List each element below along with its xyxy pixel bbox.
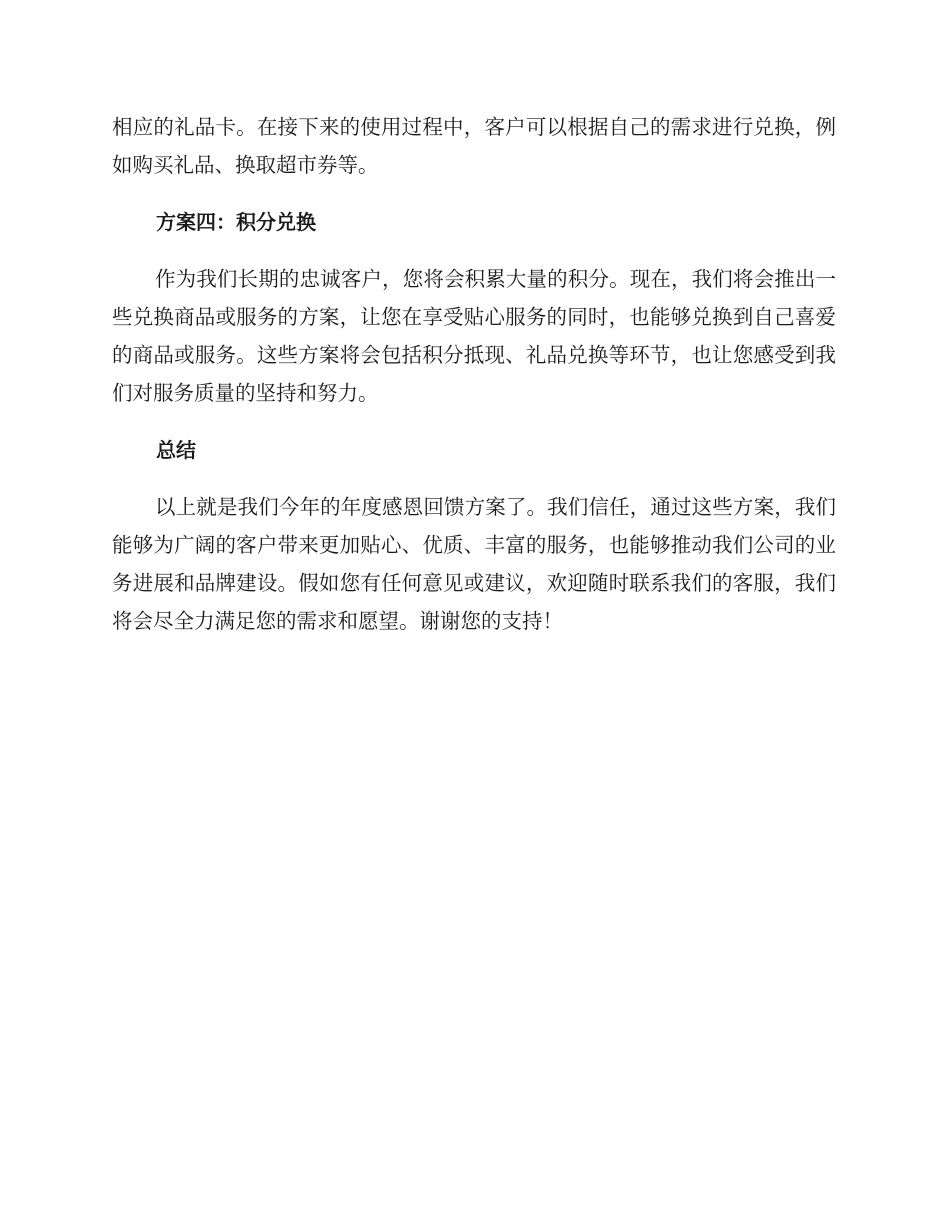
paragraph-points-redemption: 作为我们长期的忠诚客户，您将会积累大量的积分。现在，我们将会推出一些兑换商品或服务的方案，让您在享受贴心服务的同时，也能够兑换到自己喜爱的商品或服务。这些方案将会包括积分抵现、礼品兑换等环节，也让您感受到我们对服务质量的坚持和努力。: [112, 267, 836, 405]
document-page: [112, 108, 836, 640]
paragraph-gift-card-continued: 相应的礼品卡。在接下来的使用过程中，客户可以根据自己的需求进行兑换，例如购买礼品、换取超市券等。: [112, 115, 836, 177]
heading-plan-four: 方案四：积分兑换: [156, 210, 316, 234]
heading-summary: 总结: [156, 438, 196, 462]
paragraph-summary: 以上就是我们今年的年度感恩回馈方案了。我们信任，通过这些方案，我们能够为广阔的客户带来更加贴心、优质、丰富的服务，也能够推动我们公司的业务进展和品牌建设。假如您有任何意见或建议，欢迎随时联系我们的客服，我们将会尽全力满足您的需求和愿望。谢谢您的支持！: [112, 495, 836, 633]
